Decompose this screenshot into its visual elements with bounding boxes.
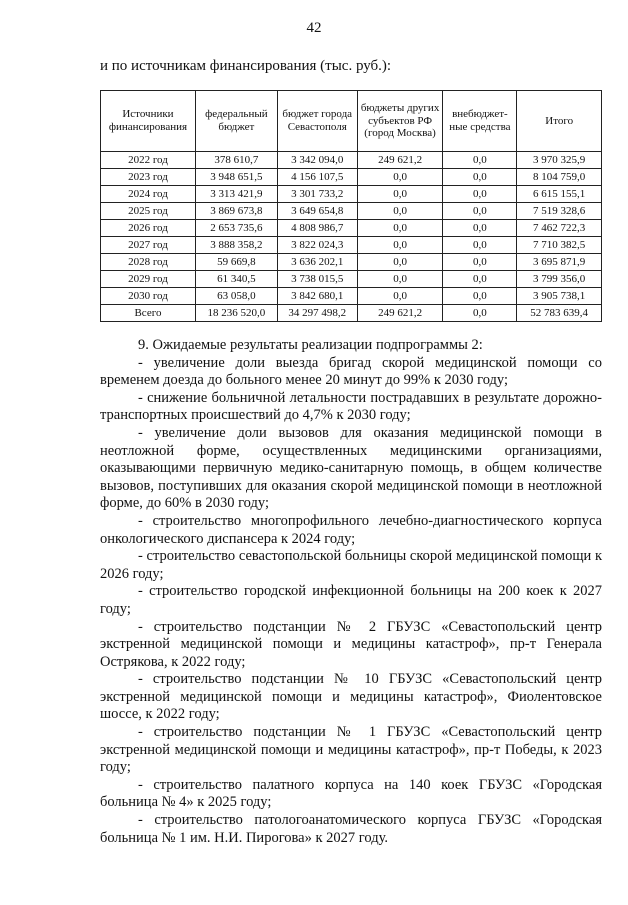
table-cell: 3 799 356,0 bbox=[517, 271, 602, 288]
financing-table-header bbox=[101, 91, 602, 152]
table-cell: 3 948 651,5 bbox=[195, 169, 277, 186]
result-item: - снижение больничной летальности пострадавших в результате дорожно-транспортных происшествий до 4,7% к 2030 году; bbox=[100, 389, 602, 424]
table-cell: 3 869 673,8 bbox=[195, 203, 277, 220]
table-cell: 3 301 733,2 bbox=[277, 186, 357, 203]
result-item: - строительство подстанции № 10 ГБУЗС «Севастопольский центр экстренной медицинской помощи и медицины катастроф», Фиолентовское шоссе, к 2022 году; bbox=[100, 671, 602, 723]
table-cell: 2030 год bbox=[101, 288, 196, 305]
table-row bbox=[101, 305, 602, 322]
table-cell: 2029 год bbox=[101, 271, 196, 288]
result-item: - увеличение доли выезда бригад скорой медицинской помощи со временем доезда до больного менее 20 минут до 99% к 2030 году; bbox=[100, 354, 602, 389]
table-row bbox=[101, 186, 602, 203]
result-item: - строительство многопрофильного лечебно-диагностического корпуса онкологического диспансера к 2024 году; bbox=[100, 512, 602, 547]
result-item: - увеличение доли вызовов для оказания медицинской помощи в неотложной форме, осуществленных медицинскими организациями, оказывающими первичную медико-санитарную помощь, в общем количестве вызовов, поступивших для оказания скорой медицинской помощи в неотложной форме, до 60% в 2030 году; bbox=[100, 424, 602, 512]
table-cell: 2025 год bbox=[101, 203, 196, 220]
table-cell: 2027 год bbox=[101, 237, 196, 254]
financing-table-body bbox=[101, 152, 602, 322]
result-item: - строительство патологоанатомического корпуса ГБУЗС «Городская больница № 1 им. Н.И. Пирогова» к 2027 году. bbox=[100, 812, 602, 846]
table-cell: 0,0 bbox=[443, 203, 517, 220]
table-cell: 52 783 639,4 bbox=[517, 305, 602, 322]
table-cell: 63 058,0 bbox=[195, 288, 277, 305]
table-cell: 4 808 986,7 bbox=[277, 220, 357, 237]
financing-table bbox=[100, 90, 602, 322]
table-cell: 0,0 bbox=[357, 271, 443, 288]
table-cell: 0,0 bbox=[443, 288, 517, 305]
table-cell: 0,0 bbox=[357, 254, 443, 271]
table-cell: 0,0 bbox=[357, 220, 443, 237]
table-row bbox=[101, 220, 602, 237]
results-list bbox=[100, 355, 602, 848]
table-cell: 0,0 bbox=[443, 254, 517, 271]
table-cell: 0,0 bbox=[357, 186, 443, 203]
table-cell: 378 610,7 bbox=[195, 152, 277, 169]
table-cell: 6 615 155,1 bbox=[517, 186, 602, 203]
result-item: - строительство городской инфекционной больницы на 200 коек к 2027 году; bbox=[100, 583, 602, 617]
table-cell: 3 842 680,1 bbox=[277, 288, 357, 305]
table-cell: 2 653 735,6 bbox=[195, 220, 277, 237]
table-cell: 2024 год bbox=[101, 186, 196, 203]
table-cell: 8 104 759,0 bbox=[517, 169, 602, 186]
table-cell: 0,0 bbox=[357, 203, 443, 220]
table-cell: Всего bbox=[101, 305, 196, 322]
results-heading: 9. Ожидаемые результаты реализации подпрограммы 2: bbox=[138, 337, 483, 353]
table-cell: 3 822 024,3 bbox=[277, 237, 357, 254]
table-cell: 3 888 358,2 bbox=[195, 237, 277, 254]
table-row bbox=[101, 169, 602, 186]
table-cell: 18 236 520,0 bbox=[195, 305, 277, 322]
table-row bbox=[101, 271, 602, 288]
table-cell: 0,0 bbox=[357, 288, 443, 305]
table-cell: 59 669,8 bbox=[195, 254, 277, 271]
header-cell: бюджет города Севастополя bbox=[277, 91, 357, 152]
table-cell: 0,0 bbox=[443, 305, 517, 322]
table-cell: 249 621,2 bbox=[357, 305, 443, 322]
table-cell: 2023 год bbox=[101, 169, 196, 186]
header-cell: внебюджет-ные средства bbox=[443, 91, 517, 152]
result-item: - строительство подстанции № 1 ГБУЗС «Севастопольский центр экстренной медицинской помощи и медицины катастроф», пр-т Победы, к 2023 году; bbox=[100, 724, 602, 776]
table-row bbox=[101, 203, 602, 220]
table-cell: 3 342 094,0 bbox=[277, 152, 357, 169]
header-cell: Итого bbox=[517, 91, 602, 152]
expected-results bbox=[100, 337, 602, 847]
table-cell: 7 519 328,6 bbox=[517, 203, 602, 220]
table-cell: 3 313 421,9 bbox=[195, 186, 277, 203]
table-intro: и по источникам финансирования (тыс. руб.): bbox=[100, 58, 392, 74]
table-cell: 0,0 bbox=[443, 169, 517, 186]
page-number: 42 bbox=[306, 20, 322, 36]
table-row bbox=[101, 288, 602, 305]
result-item: - строительство севастопольской больницы скорой медицинской помощи к 2026 году; bbox=[100, 548, 602, 582]
table-cell: 4 156 107,5 bbox=[277, 169, 357, 186]
table-cell: 0,0 bbox=[357, 237, 443, 254]
table-cell: 0,0 bbox=[443, 237, 517, 254]
table-row bbox=[101, 254, 602, 271]
table-row bbox=[101, 237, 602, 254]
table-cell: 0,0 bbox=[357, 169, 443, 186]
table-cell: 3 738 015,5 bbox=[277, 271, 357, 288]
table-cell: 7 462 722,3 bbox=[517, 220, 602, 237]
result-item: - строительство палатного корпуса на 140 коек ГБУЗС «Городская больница № 4» к 2025 году; bbox=[100, 776, 602, 811]
header-row bbox=[101, 91, 602, 152]
header-cell: федеральный бюджет bbox=[195, 91, 277, 152]
table-cell: 2022 год bbox=[101, 152, 196, 169]
header-cell: Источники финансирования bbox=[101, 91, 196, 152]
table-cell: 34 297 498,2 bbox=[277, 305, 357, 322]
table-cell: 61 340,5 bbox=[195, 271, 277, 288]
table-cell: 3 636 202,1 bbox=[277, 254, 357, 271]
table-cell: 2028 год bbox=[101, 254, 196, 271]
table-cell: 2026 год bbox=[101, 220, 196, 237]
table-cell: 0,0 bbox=[443, 186, 517, 203]
table-row bbox=[101, 152, 602, 169]
table-cell: 3 970 325,9 bbox=[517, 152, 602, 169]
table-cell: 7 710 382,5 bbox=[517, 237, 602, 254]
table-cell: 3 695 871,9 bbox=[517, 254, 602, 271]
table-cell: 0,0 bbox=[443, 152, 517, 169]
table-cell: 249 621,2 bbox=[357, 152, 443, 169]
table-cell: 0,0 bbox=[443, 271, 517, 288]
table-cell: 3 649 654,8 bbox=[277, 203, 357, 220]
table-cell: 3 905 738,1 bbox=[517, 288, 602, 305]
table-cell: 0,0 bbox=[443, 220, 517, 237]
header-cell: бюджеты других субъектов РФ (город Москва) bbox=[357, 91, 443, 152]
result-item: - строительство подстанции № 2 ГБУЗС «Севастопольский центр экстренной медицинской помощи и медицины катастроф», пр-т Генерала Острякова, к 2022 году; bbox=[100, 618, 602, 670]
